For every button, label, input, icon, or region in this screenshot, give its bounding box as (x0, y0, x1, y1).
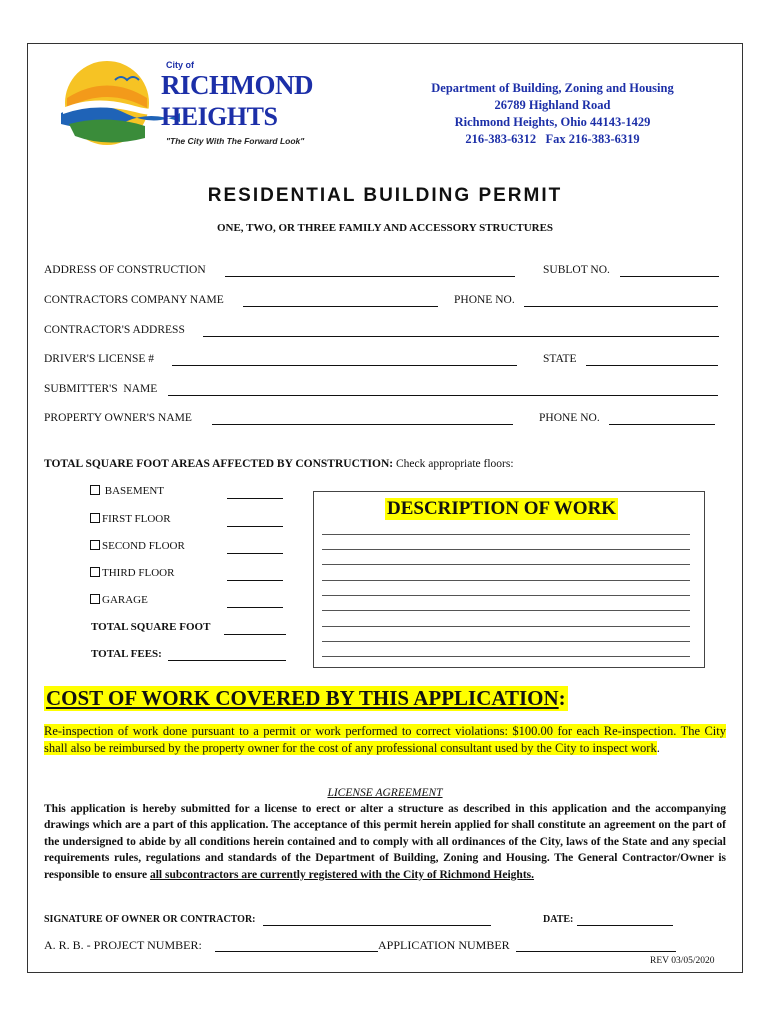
first-floor-line[interactable] (227, 526, 283, 527)
sublot-label: SUBLOT NO. (543, 264, 610, 276)
contractor-company-line[interactable] (243, 306, 438, 307)
third-floor-checkbox[interactable] (90, 567, 100, 577)
property-owner-line[interactable] (212, 424, 513, 425)
garage-checkbox[interactable] (90, 594, 100, 604)
dept-city: Richmond Heights, Ohio 44143-1429 (454, 115, 651, 129)
first-floor-checkbox[interactable] (90, 513, 100, 523)
floor-second[interactable]: SECOND FLOOR (90, 540, 185, 552)
address-line[interactable] (225, 276, 515, 277)
description-line[interactable] (322, 549, 690, 550)
description-line[interactable] (322, 580, 690, 581)
property-owner-label: PROPERTY OWNER'S NAME (44, 412, 192, 424)
phone-label-1: PHONE NO. (454, 294, 515, 306)
application-number-label: APPLICATION NUMBER (378, 938, 510, 952)
application-number-line[interactable] (516, 951, 676, 952)
address-label: ADDRESS OF CONSTRUCTION (44, 264, 206, 276)
description-title: DESCRIPTION OF WORK (387, 498, 617, 519)
date-label: DATE: (543, 914, 574, 925)
logo-city-of: City of (166, 60, 194, 70)
total-fees-line[interactable] (168, 660, 286, 661)
second-floor-checkbox[interactable] (90, 540, 100, 550)
total-fees-label: TOTAL FEES: (91, 648, 162, 660)
floor-garage[interactable]: GARAGE (90, 594, 148, 606)
department-header (405, 80, 700, 148)
reinspection-text: Re-inspection of work done pursuant to a permit or work performed to correct violations: $100.00 for each Re-inspection. The City shall also be reimbursed by the property owner for the cost of any professional consultant used by the City to inspect work. (44, 724, 726, 755)
description-line[interactable] (322, 656, 690, 657)
garage-line[interactable] (227, 607, 283, 608)
logo-heights: HEIGHTS (161, 102, 278, 131)
page-title: RESIDENTIAL BUILDING PERMIT (207, 185, 563, 206)
square-foot-heading (44, 458, 514, 470)
state-label: STATE (543, 353, 577, 365)
square-foot-heading-rest: Check appropriate floors: (393, 458, 514, 470)
second-floor-line[interactable] (227, 553, 283, 554)
square-foot-heading-bold: TOTAL SQUARE FOOT AREAS AFFECTED BY CONSTRUCTION: (44, 458, 394, 470)
description-line[interactable] (322, 626, 690, 627)
description-line[interactable] (322, 641, 690, 642)
logo-richmond: RICHMOND (161, 70, 313, 100)
floor-first[interactable]: FIRST FLOOR (90, 513, 171, 525)
dept-phone: 216-383-6312 Fax 216-383-6319 (465, 132, 640, 146)
description-line[interactable] (322, 610, 690, 611)
reinspection-highlight: Re-inspection of work done pursuant to a permit or work performed to correct violations: $100.00 for each Re-inspection. The City shall also be reimbursed by the property owner for the cost of any professional consultant used by the City to inspect work (44, 724, 726, 755)
description-line[interactable] (322, 564, 690, 565)
phone-label-2: PHONE NO. (539, 412, 600, 424)
logo-tagline: "The City With The Forward Look" (166, 136, 305, 146)
drivers-license-line[interactable] (172, 365, 517, 366)
dept-street: 26789 Highland Road (494, 98, 611, 112)
description-line[interactable] (322, 534, 690, 535)
floor-third[interactable]: THIRD FLOOR (90, 567, 174, 579)
submitter-line[interactable] (168, 395, 718, 396)
contractor-company-label: CONTRACTORS COMPANY NAME (44, 294, 224, 306)
cost-title: COST OF WORK COVERED BY THIS APPLICATION: (46, 686, 566, 710)
license-title: LICENSE AGREEMENT (327, 787, 443, 799)
arb-line[interactable] (215, 951, 378, 952)
state-line[interactable] (586, 365, 718, 366)
page-subtitle: ONE, TWO, OR THREE FAMILY AND ACCESSORY STRUCTURES (216, 222, 554, 234)
city-logo (55, 58, 315, 154)
license-body: This application is hereby submitted for a license to erect or alter a structure as described in this application and the accompanying drawings which are a part of this application. The acceptance of this permit herein applied for shall constitute an agreement on the part of the undersigned to abide by all conditions herein contained and to comply with all ordinances of the City, laws of the State and any special requirements rules, regulations and standards of the Department of Building, Zoning and Housing. The General Contractor/Owner is responsible to ensure all subcontractors are currently registered with the City of Richmond Heights. (44, 803, 726, 881)
basement-checkbox[interactable] (90, 485, 100, 495)
total-sqft-label: TOTAL SQUARE FOOT (91, 621, 211, 633)
floor-basement[interactable]: BASEMENT (90, 485, 164, 497)
description-line[interactable] (322, 595, 690, 596)
contractor-address-label: CONTRACTOR'S ADDRESS (44, 324, 185, 336)
date-line[interactable] (577, 925, 673, 926)
contractor-address-line[interactable] (203, 336, 719, 337)
third-floor-line[interactable] (227, 580, 283, 581)
revision-label: REV 03/05/2020 (650, 956, 715, 966)
signature-label: SIGNATURE OF OWNER OR CONTRACTOR: (44, 914, 256, 925)
arb-label: A. R. B. - PROJECT NUMBER: (44, 938, 202, 952)
phone-line-2[interactable] (609, 424, 715, 425)
phone-line-1[interactable] (524, 306, 718, 307)
signature-line[interactable] (263, 925, 491, 926)
license-underlined: all subcontractors are currently registered with the City of Richmond Heights. (149, 868, 535, 881)
submitter-label: SUBMITTER'S NAME (44, 383, 158, 395)
dept-name: Department of Building, Zoning and Housing (431, 81, 674, 95)
sublot-line[interactable] (620, 276, 719, 277)
basement-line[interactable] (227, 498, 283, 499)
drivers-license-label: DRIVER'S LICENSE # (44, 353, 155, 365)
total-sqft-line[interactable] (224, 634, 286, 635)
